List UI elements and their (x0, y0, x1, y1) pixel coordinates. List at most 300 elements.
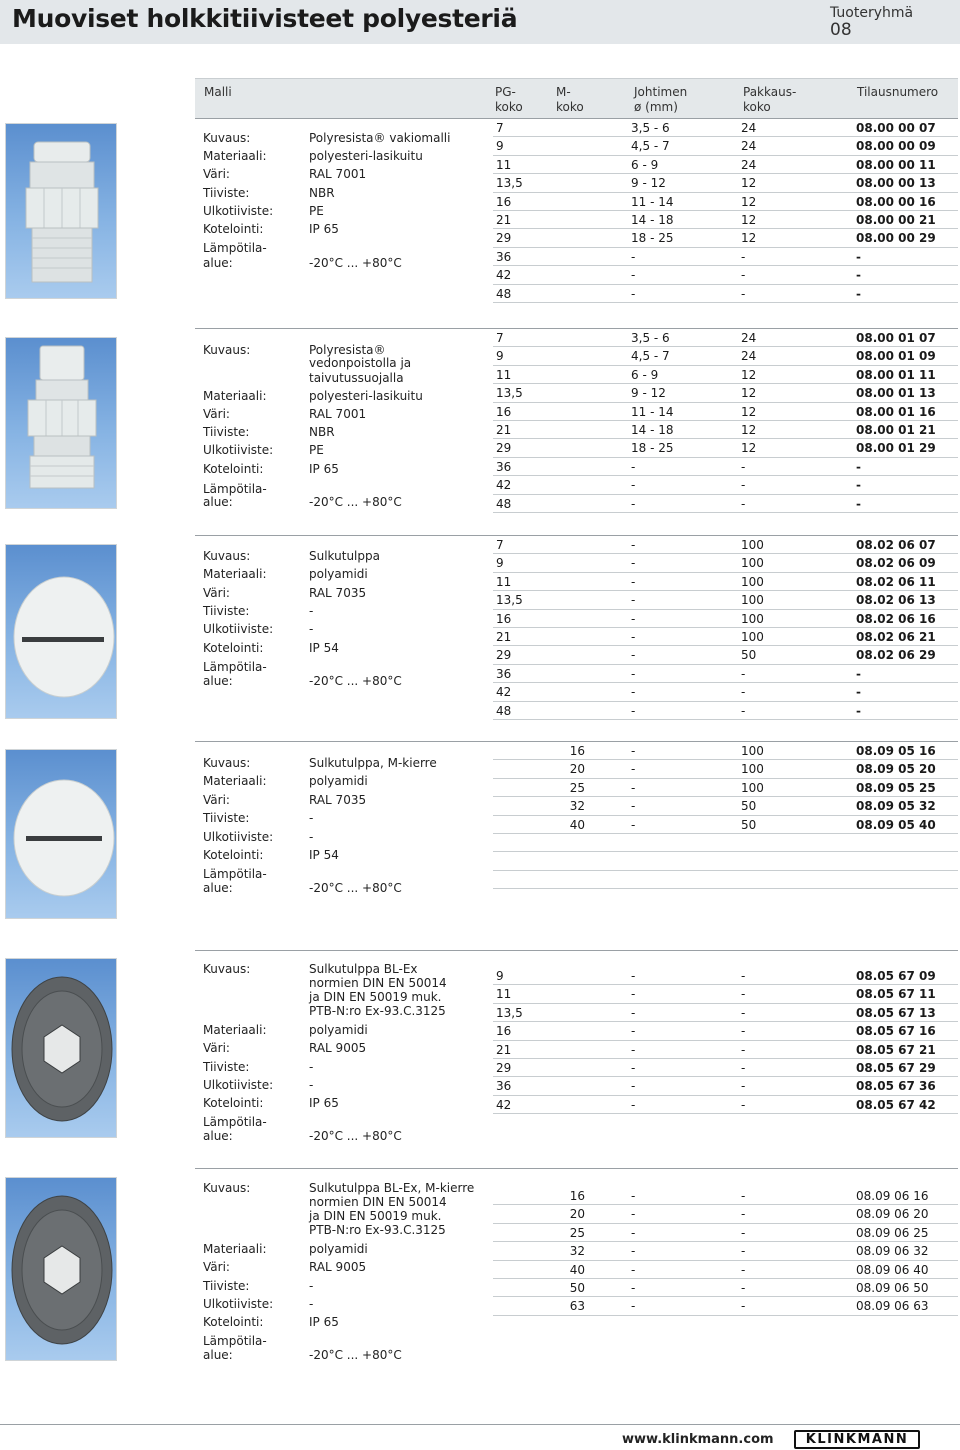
table-row (493, 421, 958, 439)
label-materiaali: Materiaali: (203, 1242, 267, 1256)
col-pg: PG- koko (495, 85, 523, 114)
cell-pg-size: 7 (496, 538, 504, 552)
table-row (493, 985, 958, 1003)
cell-pg-size: 21 (496, 423, 512, 437)
value-tiiviste: NBR (309, 425, 335, 439)
value-kotelointi: IP 54 (309, 848, 339, 862)
cell-conductor-diameter: - (631, 496, 636, 511)
cell-package-size: 12 (741, 213, 757, 227)
cell-package-size: - (741, 1005, 746, 1020)
cell-pg-size: 29 (496, 441, 512, 456)
table-row (493, 646, 958, 664)
cell-m-size: 32 (569, 799, 585, 814)
cell-package-size: 12 (741, 404, 757, 419)
cell-m-size: 20 (569, 762, 585, 777)
table-row (493, 536, 958, 554)
product-group-number: 08 (830, 20, 852, 40)
cell-order-number: 08.00 00 11 (856, 157, 936, 172)
label-kotelointi: Kotelointi: (203, 462, 264, 476)
page-title: Muoviset holkkitiivisteet polyesteriä (12, 4, 518, 33)
value-ulkotiiviste: - (309, 1297, 314, 1311)
table-row (493, 384, 958, 402)
col-tilausnumero: Tilausnumero (857, 85, 939, 99)
cell-m-size: 16 (569, 744, 585, 758)
cell-conductor-diameter: - (631, 478, 636, 493)
value-kuvaus-2: normien DIN EN 50014 (309, 1195, 447, 1209)
cell-m-size: 32 (569, 1244, 585, 1259)
value-kuvaus-3: taivutussuojalla (309, 371, 404, 385)
label-kotelointi: Kotelointi: (203, 848, 264, 862)
cell-package-size: - (741, 969, 746, 983)
table-row (493, 495, 958, 513)
value-ulkotiiviste: - (309, 622, 314, 636)
product-group-label: Tuoteryhmä (830, 5, 914, 21)
cell-pg-size: 42 (496, 1097, 512, 1112)
cell-conductor-diameter: - (631, 969, 636, 983)
product-image-plug (5, 544, 117, 719)
cell-package-size: 12 (741, 231, 757, 246)
cell-order-number: 08.00 00 21 (856, 213, 936, 227)
value-kuvaus-3: ja DIN EN 50019 muk. (309, 990, 442, 1004)
cell-m-size: 20 (569, 1207, 585, 1222)
cell-package-size: - (741, 1061, 746, 1075)
value-tiiviste: - (309, 604, 314, 618)
table-row (493, 610, 958, 628)
cell-order-number: 08.09 06 20 (856, 1207, 929, 1222)
cell-conductor-diameter: - (631, 249, 636, 264)
cell-order-number: 08.02 06 11 (856, 574, 936, 589)
cell-package-size: - (741, 478, 746, 493)
column-header (195, 78, 958, 118)
label-ulkotiiviste: Ulkotiiviste: (203, 1078, 274, 1092)
table-row (493, 1205, 958, 1223)
cell-conductor-diameter: 3,5 - 6 (631, 331, 670, 345)
col-malli: Malli (204, 85, 232, 99)
cell-conductor-diameter: - (631, 459, 636, 474)
cell-conductor-diameter: 14 - 18 (631, 423, 674, 437)
cell-pg-size: 42 (496, 685, 512, 700)
value-kotelointi: IP 65 (309, 222, 339, 236)
cell-pg-size: 21 (496, 630, 512, 644)
cell-package-size: - (741, 685, 746, 700)
cell-order-number: - (856, 286, 861, 301)
klinkmann-logo: KLINKMANN (794, 1430, 920, 1449)
cell-package-size: 100 (741, 611, 764, 626)
cell-conductor-diameter: - (631, 703, 636, 718)
value-materiaali: polyesteri-lasikuitu (309, 149, 423, 163)
value-materiaali: polyesteri-lasikuitu (309, 389, 423, 403)
cell-conductor-diameter: - (631, 1079, 636, 1094)
cell-conductor-diameter: 11 - 14 (631, 194, 674, 209)
label-lampotila: Lämpötila- (203, 482, 267, 496)
label-kuvaus: Kuvaus: (203, 131, 251, 145)
table-row (493, 779, 958, 797)
label-lampotila: Lämpötila- (203, 660, 267, 674)
cell-pg-size: 16 (496, 194, 512, 209)
table-row (493, 742, 958, 760)
table-row (493, 573, 958, 591)
blex-plug-icon (6, 959, 117, 1138)
cell-order-number: 08.05 67 13 (856, 1005, 936, 1020)
cell-conductor-diameter: - (631, 1189, 636, 1203)
cell-package-size: - (741, 987, 746, 1002)
cell-conductor-diameter: - (631, 1281, 636, 1295)
cell-conductor-diameter: - (631, 1299, 636, 1314)
cell-pg-size: 48 (496, 496, 512, 511)
cell-conductor-diameter: - (631, 268, 636, 283)
cell-conductor-diameter: - (631, 1024, 636, 1039)
cell-pg-size: 11 (496, 157, 512, 172)
cell-order-number: - (856, 478, 861, 493)
col-johtimen: Johtimen ø (mm) (634, 85, 688, 114)
label-vari: Väri: (203, 793, 230, 807)
table-row (493, 119, 958, 137)
cell-package-size: - (741, 496, 746, 511)
table-row (493, 760, 958, 778)
cell-package-size: - (741, 1244, 746, 1259)
cell-order-number: 08.02 06 16 (856, 611, 936, 626)
cell-conductor-diameter: - (631, 817, 636, 832)
cell-order-number: 08.05 67 42 (856, 1097, 936, 1112)
cell-order-number: 08.00 01 16 (856, 404, 936, 419)
table-row (493, 1077, 958, 1095)
cell-package-size: 100 (741, 630, 764, 644)
value-kuvaus: Sulkutulppa, M-kierre (309, 756, 437, 770)
cell-conductor-diameter: 18 - 25 (631, 231, 674, 246)
table-row (493, 1022, 958, 1040)
cell-pg-size: 21 (496, 213, 512, 227)
cell-package-size: 100 (741, 780, 764, 795)
label-ulkotiiviste: Ulkotiiviste: (203, 830, 274, 844)
label-kuvaus: Kuvaus: (203, 962, 251, 976)
cell-package-size: - (741, 249, 746, 264)
table-row (493, 329, 958, 347)
cell-pg-size: 42 (496, 478, 512, 493)
label-alue: alue: (203, 674, 233, 688)
product-section-1 (195, 118, 958, 303)
cell-package-size: 24 (741, 121, 757, 135)
value-lampotila: -20°C ... +80°C (309, 674, 402, 688)
col-m: M- koko (556, 85, 584, 114)
col-pakkaus: Pakkaus- koko (743, 85, 797, 114)
table-row (493, 193, 958, 211)
product-image-gland (5, 123, 117, 299)
cell-package-size: 12 (741, 441, 757, 456)
cell-order-number: 08.09 05 20 (856, 762, 936, 777)
value-kuvaus-4: PTB-N:ro Ex-93.C.3125 (309, 1004, 446, 1018)
value-materiaali: polyamidi (309, 1023, 368, 1037)
product-section-6 (195, 1168, 958, 1368)
table-row (493, 852, 958, 870)
value-kotelointi: IP 65 (309, 1096, 339, 1110)
label-materiaali: Materiaali: (203, 1023, 267, 1037)
cell-package-size: - (741, 459, 746, 474)
cell-conductor-diameter: 4,5 - 7 (631, 349, 670, 364)
table-row (493, 1297, 958, 1315)
cell-order-number: 08.02 06 21 (856, 630, 936, 644)
label-alue: alue: (203, 1129, 233, 1143)
cell-order-number: 08.09 05 25 (856, 780, 936, 795)
cell-pg-size: 36 (496, 459, 512, 474)
table-row (493, 816, 958, 834)
table-row (493, 683, 958, 701)
value-kuvaus: Sulkutulppa (309, 549, 380, 563)
cell-pg-size: 36 (496, 249, 512, 264)
cell-pg-size: 13,5 (496, 1005, 523, 1020)
value-kotelointi: IP 65 (309, 462, 339, 476)
cell-order-number: 08.00 01 21 (856, 423, 936, 437)
cell-m-size: 16 (569, 1189, 585, 1203)
label-tiiviste: Tiiviste: (203, 811, 250, 825)
cell-package-size: 100 (741, 538, 764, 552)
label-kuvaus: Kuvaus: (203, 343, 251, 357)
value-tiiviste: NBR (309, 186, 335, 200)
cell-pg-size: 9 (496, 349, 504, 364)
table-row (493, 554, 958, 572)
cell-package-size: - (741, 1042, 746, 1057)
cell-conductor-diameter: - (631, 593, 636, 608)
cell-package-size: - (741, 1024, 746, 1039)
cell-order-number: 08.09 06 25 (856, 1225, 929, 1240)
value-lampotila: -20°C ... +80°C (309, 1129, 402, 1143)
value-tiiviste: - (309, 1279, 314, 1293)
value-vari: RAL 9005 (309, 1260, 367, 1274)
cell-pg-size: 11 (496, 574, 512, 589)
cell-m-size: 40 (569, 817, 585, 832)
table-row (493, 665, 958, 683)
cell-package-size: 12 (741, 386, 757, 401)
cell-conductor-diameter: - (631, 685, 636, 700)
cell-pg-size: 7 (496, 121, 504, 135)
cell-package-size: - (741, 1189, 746, 1203)
cell-pg-size: 16 (496, 611, 512, 626)
cell-package-size: 12 (741, 367, 757, 382)
cell-pg-size: 7 (496, 331, 504, 345)
label-vari: Väri: (203, 1041, 230, 1055)
label-kuvaus: Kuvaus: (203, 1181, 251, 1195)
table-row (493, 1224, 958, 1242)
table-row (493, 1242, 958, 1260)
label-alue: alue: (203, 1348, 233, 1362)
table-row (493, 366, 958, 384)
label-lampotila: Lämpötila- (203, 1115, 267, 1129)
cell-order-number: 08.05 67 16 (856, 1024, 936, 1039)
table-row (493, 266, 958, 284)
table-row (493, 1059, 958, 1077)
cell-package-size: 12 (741, 176, 757, 191)
cell-order-number: 08.05 67 21 (856, 1042, 936, 1057)
cell-conductor-diameter: - (631, 1061, 636, 1075)
cell-conductor-diameter: 9 - 12 (631, 176, 666, 191)
label-vari: Väri: (203, 1260, 230, 1274)
cell-order-number: - (856, 496, 861, 511)
table-row (493, 1004, 958, 1022)
cell-order-number: 08.02 06 29 (856, 648, 936, 663)
cell-conductor-diameter: 9 - 12 (631, 386, 666, 401)
cell-order-number: 08.09 05 16 (856, 744, 936, 758)
table-row (493, 967, 958, 985)
cell-pg-size: 21 (496, 1042, 512, 1057)
cell-package-size: - (741, 703, 746, 718)
cell-package-size: - (741, 286, 746, 301)
cell-conductor-diameter: - (631, 1207, 636, 1222)
cell-conductor-diameter: - (631, 556, 636, 571)
cable-gland-icon (6, 124, 117, 299)
table-row (493, 1279, 958, 1297)
cell-conductor-diameter: 3,5 - 6 (631, 121, 670, 135)
cell-order-number: 08.00 01 07 (856, 331, 936, 345)
cell-package-size: - (741, 1079, 746, 1094)
cell-conductor-diameter: - (631, 1005, 636, 1020)
value-vari: RAL 7035 (309, 586, 367, 600)
cell-conductor-diameter: - (631, 666, 636, 681)
label-kotelointi: Kotelointi: (203, 1096, 264, 1110)
label-vari: Väri: (203, 586, 230, 600)
table-row (493, 1187, 958, 1205)
cell-conductor-diameter: - (631, 744, 636, 758)
value-vari: RAL 7001 (309, 167, 367, 181)
cell-conductor-diameter: 14 - 18 (631, 213, 674, 227)
cell-order-number: 08.09 06 40 (856, 1262, 929, 1277)
cell-conductor-diameter: - (631, 1042, 636, 1057)
cell-package-size: - (741, 1097, 746, 1112)
value-tiiviste: - (309, 1060, 314, 1074)
label-tiiviste: Tiiviste: (203, 425, 250, 439)
cell-order-number: - (856, 459, 861, 474)
label-alue: alue: (203, 256, 233, 270)
label-ulkotiiviste: Ulkotiiviste: (203, 622, 274, 636)
cell-order-number: 08.00 01 09 (856, 349, 936, 364)
value-materiaali: polyamidi (309, 774, 368, 788)
label-tiiviste: Tiiviste: (203, 186, 250, 200)
cell-pg-size: 36 (496, 1079, 512, 1094)
cell-conductor-diameter: - (631, 1225, 636, 1240)
cell-conductor-diameter: - (631, 538, 636, 552)
cell-pg-size: 29 (496, 648, 512, 663)
product-group (830, 5, 950, 39)
cell-order-number: 08.00 00 16 (856, 194, 936, 209)
cell-m-size: 50 (569, 1281, 585, 1295)
cell-package-size: 12 (741, 194, 757, 209)
value-vari: RAL 9005 (309, 1041, 367, 1055)
label-tiiviste: Tiiviste: (203, 1279, 250, 1293)
value-lampotila: -20°C ... +80°C (309, 495, 402, 509)
product-image-blex-m (5, 1177, 117, 1361)
cell-pg-size: 11 (496, 367, 512, 382)
table-row (493, 174, 958, 192)
value-kuvaus-2: normien DIN EN 50014 (309, 976, 447, 990)
cell-pg-size: 9 (496, 556, 504, 571)
value-kuvaus-3: ja DIN EN 50019 muk. (309, 1209, 442, 1223)
product-section-2 (195, 328, 958, 518)
label-materiaali: Materiaali: (203, 774, 267, 788)
cell-pg-size: 13,5 (496, 176, 523, 191)
value-kuvaus: Polyresista® (309, 343, 386, 357)
cell-order-number: 08.05 67 29 (856, 1061, 936, 1075)
cell-package-size: 100 (741, 744, 764, 758)
cell-pg-size: 48 (496, 703, 512, 718)
cell-conductor-diameter: - (631, 780, 636, 795)
label-kuvaus: Kuvaus: (203, 549, 251, 563)
table-row (493, 834, 958, 852)
label-kotelointi: Kotelointi: (203, 1315, 264, 1329)
table-row (493, 285, 958, 303)
value-materiaali: polyamidi (309, 567, 368, 581)
cell-order-number: 08.09 05 32 (856, 799, 936, 814)
product-image-blex (5, 958, 117, 1138)
label-tiiviste: Tiiviste: (203, 1060, 250, 1074)
value-ulkotiiviste: PE (309, 443, 324, 457)
cell-conductor-diameter: 6 - 9 (631, 367, 659, 382)
cell-order-number: 08.00 01 13 (856, 386, 936, 401)
cell-order-number: 08.02 06 13 (856, 593, 936, 608)
cell-package-size: 100 (741, 574, 764, 589)
cell-conductor-diameter: - (631, 648, 636, 663)
table-row (493, 439, 958, 457)
cell-package-size: - (741, 268, 746, 283)
value-materiaali: polyamidi (309, 1242, 368, 1256)
cell-pg-size: 36 (496, 666, 512, 681)
label-materiaali: Materiaali: (203, 567, 267, 581)
cell-order-number: - (856, 703, 861, 718)
label-kotelointi: Kotelointi: (203, 222, 264, 236)
cell-order-number: - (856, 249, 861, 264)
product-section-5 (195, 950, 958, 1145)
value-kotelointi: IP 65 (309, 1315, 339, 1329)
table-row (493, 403, 958, 421)
cell-order-number: 08.09 06 16 (856, 1189, 929, 1203)
product-section-4 (195, 741, 958, 921)
value-vari: RAL 7001 (309, 407, 367, 421)
table-row (493, 797, 958, 815)
cell-conductor-diameter: - (631, 1097, 636, 1112)
value-vari: RAL 7035 (309, 793, 367, 807)
footer-divider (0, 1424, 960, 1425)
cell-pg-size: 13,5 (496, 593, 523, 608)
cell-order-number: 08.00 00 09 (856, 139, 936, 154)
footer-url[interactable]: www.klinkmann.com (622, 1432, 774, 1447)
value-ulkotiiviste: - (309, 1078, 314, 1092)
cell-conductor-diameter: 18 - 25 (631, 441, 674, 456)
cell-conductor-diameter: - (631, 762, 636, 777)
cell-m-size: 25 (569, 1225, 585, 1240)
cell-package-size: 100 (741, 762, 764, 777)
table-row (493, 476, 958, 494)
table-row (493, 211, 958, 229)
cell-conductor-diameter: - (631, 574, 636, 589)
table-row (493, 347, 958, 365)
cell-package-size: 12 (741, 423, 757, 437)
cell-package-size: 100 (741, 556, 764, 571)
cell-order-number: 08.09 06 32 (856, 1244, 929, 1259)
value-lampotila: -20°C ... +80°C (309, 881, 402, 895)
label-kotelointi: Kotelointi: (203, 641, 264, 655)
cell-pg-size: 11 (496, 987, 512, 1002)
cell-order-number: 08.00 00 29 (856, 231, 936, 246)
table-row (493, 1261, 958, 1279)
product-image-gland-strain (5, 337, 117, 509)
label-lampotila: Lämpötila- (203, 1334, 267, 1348)
table-row (493, 1041, 958, 1059)
cell-order-number: 08.09 06 50 (856, 1281, 929, 1295)
cell-pg-size: 29 (496, 1061, 512, 1075)
cell-pg-size: 42 (496, 268, 512, 283)
cell-conductor-diameter: - (631, 987, 636, 1002)
label-tiiviste: Tiiviste: (203, 604, 250, 618)
cell-order-number: 08.09 05 40 (856, 817, 936, 832)
table-row (493, 156, 958, 174)
table-row (493, 702, 958, 720)
